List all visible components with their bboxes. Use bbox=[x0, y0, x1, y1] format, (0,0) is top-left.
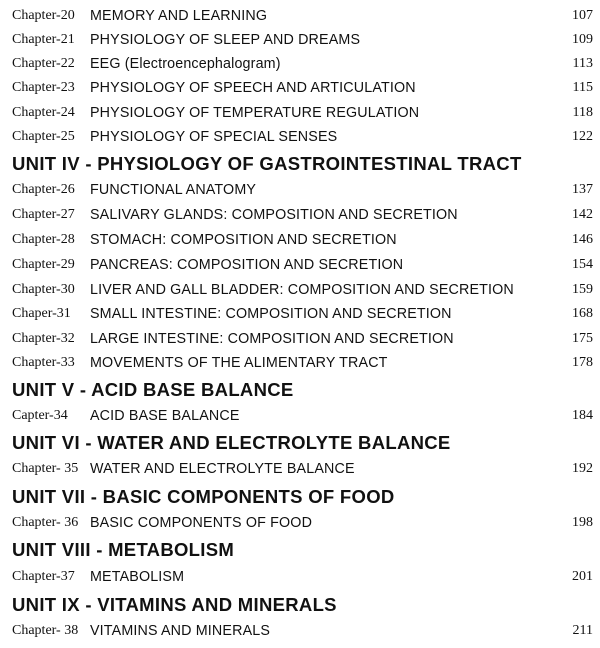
chapter-number: Capter-34 bbox=[12, 408, 68, 423]
toc-entry bbox=[0, 104, 600, 122]
page-number: 107 bbox=[572, 8, 593, 23]
page-number: 142 bbox=[572, 207, 593, 222]
chapter-title: PHYSIOLOGY OF TEMPERATURE REGULATION bbox=[90, 105, 420, 121]
page-number: 146 bbox=[572, 232, 593, 247]
chapter-title: BASIC COMPONENTS OF FOOD bbox=[90, 515, 313, 531]
toc-entry bbox=[0, 281, 600, 299]
chapter-title: PHYSIOLOGY OF SPEECH AND ARTICULATION bbox=[90, 80, 416, 96]
toc-entry bbox=[0, 568, 600, 586]
chapter-number: Chapter-22 bbox=[12, 56, 75, 71]
chapter-number: Chapter-32 bbox=[12, 331, 75, 346]
toc-entry bbox=[0, 330, 600, 348]
chapter-number: Chapter-20 bbox=[12, 8, 75, 23]
toc-entry bbox=[0, 79, 600, 97]
chapter-number: Chapter- 36 bbox=[12, 515, 79, 530]
toc-entry bbox=[0, 622, 600, 640]
toc-entry bbox=[0, 128, 600, 146]
chapter-number: Chapter-21 bbox=[12, 32, 75, 47]
toc-entry bbox=[0, 256, 600, 274]
toc-entry bbox=[0, 231, 600, 249]
unit-heading: UNIT IX - VITAMINS AND MINERALS bbox=[12, 594, 337, 615]
page-number: 192 bbox=[572, 461, 593, 476]
page-number: 115 bbox=[572, 80, 593, 95]
chapter-title: SALIVARY GLANDS: COMPOSITION AND SECRETION bbox=[90, 207, 458, 223]
chapter-number: Chapter-23 bbox=[12, 80, 75, 95]
page-number: 109 bbox=[572, 32, 593, 47]
chapter-title: EEG (Electroencephalogram) bbox=[90, 56, 281, 72]
page-number: 137 bbox=[572, 182, 593, 197]
page-number: 159 bbox=[572, 282, 593, 297]
chapter-title: STOMACH: COMPOSITION AND SECRETION bbox=[90, 232, 397, 248]
page-number: 168 bbox=[572, 306, 593, 321]
page-number: 175 bbox=[572, 331, 593, 346]
page-number: 198 bbox=[572, 515, 593, 530]
page-number: 201 bbox=[572, 569, 593, 584]
page-number: 122 bbox=[572, 129, 593, 144]
toc-entry bbox=[0, 181, 600, 199]
chapter-number: Chapter-27 bbox=[12, 207, 75, 222]
toc-entry bbox=[0, 206, 600, 224]
chapter-number: Chapter-33 bbox=[12, 355, 75, 370]
chapter-number: Chapter-24 bbox=[12, 105, 75, 120]
page-number: 211 bbox=[572, 623, 593, 638]
toc-entry bbox=[0, 55, 600, 73]
page-number: 178 bbox=[572, 355, 593, 370]
toc-entry bbox=[0, 460, 600, 478]
chapter-title: PHYSIOLOGY OF SPECIAL SENSES bbox=[90, 129, 338, 145]
toc-entry bbox=[0, 354, 600, 372]
chapter-number: Chapter-28 bbox=[12, 232, 75, 247]
chapter-title: METABOLISM bbox=[90, 569, 185, 585]
chapter-title: LARGE INTESTINE: COMPOSITION AND SECRETION bbox=[90, 331, 454, 347]
chapter-title: WATER AND ELECTROLYTE BALANCE bbox=[90, 461, 355, 477]
unit-heading: UNIT VII - BASIC COMPONENTS OF FOOD bbox=[12, 486, 395, 507]
chapter-number: Chapter-25 bbox=[12, 129, 75, 144]
toc-entry bbox=[0, 514, 600, 532]
chapter-number: Chapter-30 bbox=[12, 282, 75, 297]
chapter-title: LIVER AND GALL BLADDER: COMPOSITION AND SECRETION bbox=[90, 282, 514, 298]
toc-entry bbox=[0, 305, 600, 323]
chapter-title: MOVEMENTS OF THE ALIMENTARY TRACT bbox=[90, 355, 388, 371]
chapter-number: Chapter-37 bbox=[12, 569, 75, 584]
chapter-title: MEMORY AND LEARNING bbox=[90, 8, 268, 24]
chapter-number: Chaper-31 bbox=[12, 306, 71, 321]
unit-heading: UNIT V - ACID BASE BALANCE bbox=[12, 379, 294, 400]
toc-entry bbox=[0, 7, 600, 25]
unit-heading: UNIT IV - PHYSIOLOGY OF GASTROINTESTINAL TRACT bbox=[12, 153, 522, 174]
chapter-number: Chapter- 35 bbox=[12, 461, 79, 476]
chapter-title: SMALL INTESTINE: COMPOSITION AND SECRETION bbox=[90, 306, 452, 322]
page-number: 118 bbox=[572, 105, 593, 120]
page-number: 113 bbox=[572, 56, 593, 71]
page-number: 154 bbox=[572, 257, 593, 272]
chapter-number: Chapter-29 bbox=[12, 257, 75, 272]
chapter-title: PHYSIOLOGY OF SLEEP AND DREAMS bbox=[90, 32, 361, 48]
chapter-number: Chapter- 38 bbox=[12, 623, 79, 638]
chapter-number: Chapter-26 bbox=[12, 182, 75, 197]
chapter-title: FUNCTIONAL ANATOMY bbox=[90, 182, 257, 198]
chapter-title: ACID BASE BALANCE bbox=[90, 408, 240, 424]
toc-entry bbox=[0, 407, 600, 425]
chapter-title: PANCREAS: COMPOSITION AND SECRETION bbox=[90, 257, 404, 273]
chapter-title: VITAMINS AND MINERALS bbox=[90, 623, 271, 639]
unit-heading: UNIT VIII - METABOLISM bbox=[12, 539, 235, 560]
unit-heading: UNIT VI - WATER AND ELECTROLYTE BALANCE bbox=[12, 432, 451, 453]
toc-entry bbox=[0, 31, 600, 49]
page-number: 184 bbox=[572, 408, 593, 423]
